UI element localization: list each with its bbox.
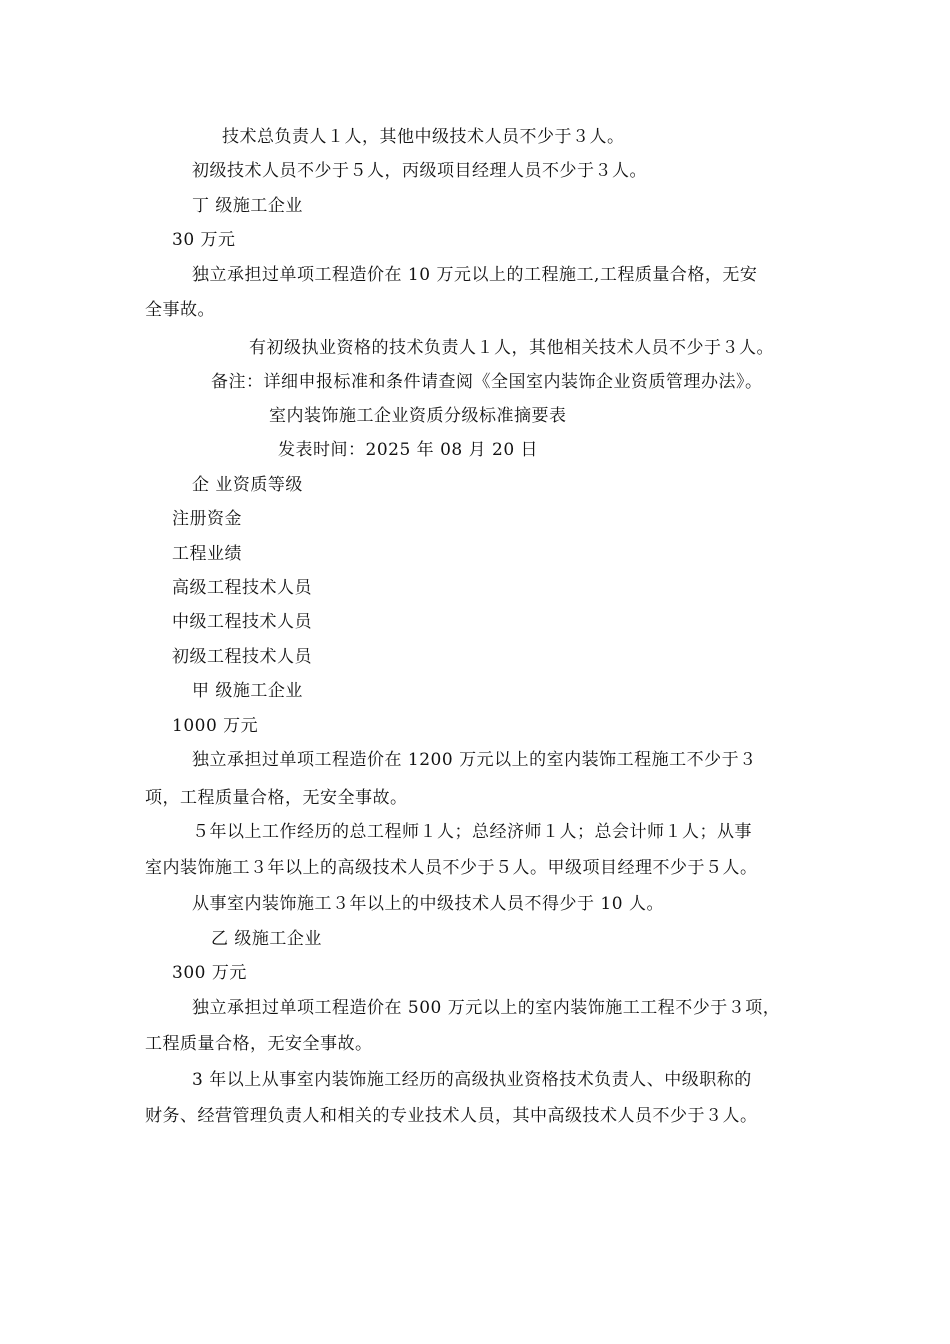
text-line: 独立承担过单项工程造价在 500 万元以上的室内装饰施工工程不少于３项， — [192, 998, 781, 1018]
text-line: 30 万元 — [172, 230, 236, 250]
text-line: 室内装饰施工３年以上的高级技术人员不少于５人。甲级项目经理不少于５人。 — [145, 858, 758, 878]
remark-line: 备注：详细申报标准和条件请查阅《全国室内装饰企业资质管理办法》。 — [211, 372, 763, 392]
publish-date: 发表时间：2025 年 08 月 20 日 — [278, 440, 539, 460]
section-heading: 丁 级施工企业 — [192, 196, 303, 216]
text-line: 财务、经营管理负责人和相关的专业技术人员，其中高级技术人员不少于３人。 — [145, 1106, 758, 1126]
column-header: 中级工程技术人员 — [172, 612, 312, 632]
section-heading: 乙 级施工企业 — [211, 929, 322, 949]
text-line: 技术总负责人１人，其他中级技术人员不少于３人。 — [222, 127, 625, 147]
text-line: 全事故。 — [145, 300, 215, 320]
text-line: ５年以上工作经历的总工程师１人；总经济师１人；总会计师１人；从事 — [192, 822, 752, 842]
column-header: 注册资金 — [172, 509, 242, 529]
column-header: 企 业资质等级 — [192, 475, 303, 495]
text-line: 独立承担过单项工程造价在 10 万元以上的工程施工,工程质量合格，无安 — [192, 265, 758, 285]
text-line: 从事室内装饰施工３年以上的中级技术人员不得少于 10 人。 — [192, 894, 664, 914]
column-header: 高级工程技术人员 — [172, 578, 312, 598]
column-header: 初级工程技术人员 — [172, 647, 312, 667]
table-title: 室内装饰施工企业资质分级标准摘要表 — [269, 406, 567, 426]
text-line: 项，工程质量合格，无安全事故。 — [145, 788, 408, 808]
section-heading: 甲 级施工企业 — [192, 681, 303, 701]
text-line: 3 年以上从事室内装饰施工经历的高级执业资格技术负责人、中级职称的 — [192, 1070, 752, 1090]
text-line: 1000 万元 — [172, 716, 259, 736]
column-header: 工程业绩 — [172, 544, 242, 564]
text-line: 300 万元 — [172, 963, 247, 983]
text-line: 初级技术人员不少于５人，丙级项目经理人员不少于３人。 — [192, 161, 647, 181]
text-line: 工程质量合格，无安全事故。 — [145, 1034, 373, 1054]
text-line: 有初级执业资格的技术负责人１人，其他相关技术人员不少于３人。 — [249, 338, 774, 358]
text-line: 独立承担过单项工程造价在 1200 万元以上的室内装饰工程施工不少于３ — [192, 750, 757, 770]
